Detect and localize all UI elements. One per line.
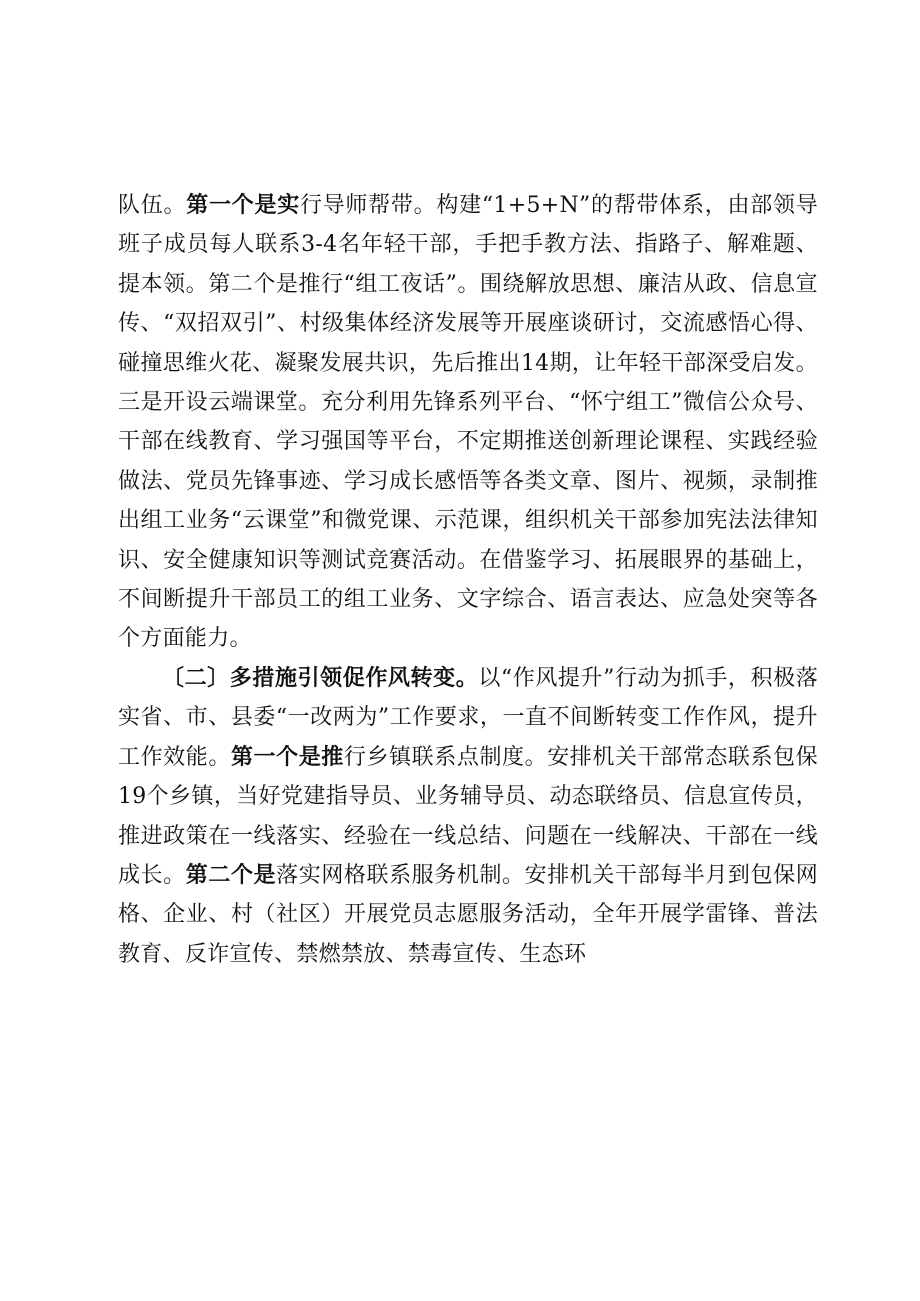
section-heading: 〔二〕多措施引领促作风转变。 (162, 664, 479, 691)
text-run: 落实网格联系服务机制。安排机关干部每半月到包保网格、企业、村（社区）开展党员志愿服务活动，全年开展学雷锋、普法教育、反诈宣传、禁燃禁放、禁毒宣传、生态环 (118, 862, 819, 967)
text-run: 队伍。 (118, 193, 187, 218)
bold-run: 第一个是推 (230, 743, 344, 770)
paragraph-1 (118, 186, 818, 659)
paragraph-2 (118, 659, 818, 974)
text-run: 行乡镇联系点制度。安排机关干部常态联系包保19个乡镇，当好党建指导员、业务辅导员、动态联络员、信息宣传员，推进政策在一线落实、经验在一线总结、问题在一线解决、干部在一线成长。 (118, 744, 818, 888)
bold-run: 第一个是实 (186, 192, 300, 218)
text-run: 行导师帮带。构建“1+5+N”的帮带体系，由部领导班子成员每人联系3-4名年轻干部，手把手教方法、指路子、解难题、提本领。第二个是推行“组工夜话”。围绕解放思想、廉洁从政、信息宣传、“双招双引”、村级集体经济发展等开展座谈研讨，交流感悟心得、碰撞思维火花、凝聚发展共识，先后推出14期，让年轻干部深受启发。三是开设云端课堂。充分利用先锋系列平台、“怀宁组工”微信公众号、干部在线教育、学习强国等平台，不定期推送创新理论课程、实践经验做法、党员先锋事迹、学习成长感悟等各类文章、图片、视频，录制推出组工业务“云课堂”和微党课、示范课，组织机关干部参加宪法法律知识、安全健康知识等测试竞赛活动。在借鉴学习、拓展眼界的基础上，不间断提升干部员工的组工业务、文字综合、语言表达、应急处突等各个方面能力。 (118, 193, 818, 652)
bold-run: 第二个是 (185, 861, 277, 888)
text-run: 以“作风提升”行动为抓手，积极落实省、市、县委“一改两为”工作要求，一直不间断转变工作作风，提升工作效能。 (118, 665, 819, 770)
document-body (118, 186, 818, 974)
